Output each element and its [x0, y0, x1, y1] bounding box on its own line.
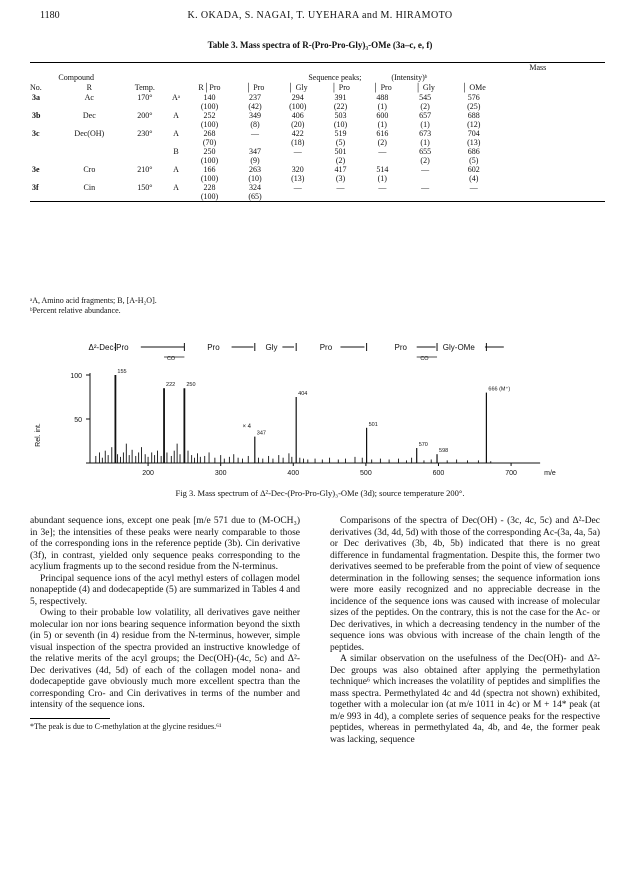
x-tick-label: 200 — [142, 470, 154, 477]
cell-peak: 324 — [248, 183, 261, 192]
table-row-intensity — [30, 156, 605, 165]
peak-label: 155 — [117, 369, 127, 375]
cell-peak: — — [421, 183, 430, 192]
cell-intensity: (10) — [333, 120, 348, 129]
cell-peak: 237 — [248, 93, 261, 102]
cell-type: A — [173, 165, 179, 174]
header-seq-col: │ OMe — [461, 83, 486, 92]
cell-intensity: (10) — [248, 174, 262, 183]
cell-intensity — [447, 192, 501, 202]
cell-no: 3a — [32, 93, 40, 102]
cell-intensity: (2) — [420, 102, 430, 111]
cell-intensity: (5) — [469, 156, 479, 165]
cell-peak: — — [378, 147, 387, 156]
table-row-intensity — [30, 120, 605, 129]
cell-peak: 347 — [248, 147, 261, 156]
cell-type: A — [173, 129, 179, 138]
header-mass: Mass — [529, 63, 547, 72]
times-4-label: × 4 — [242, 423, 251, 430]
table-row-intensity — [30, 102, 605, 111]
table-footnote-a: ᵃA, Amino acid fragments; B, [A-H₂O]. — [30, 296, 157, 305]
header-no: No. — [30, 83, 42, 92]
right-paragraph-1: Comparisons of the spectra of Dec(OH) - (3c, 4c, 5c) and Δ²-Dec derivatives (3d, 4d, 5d) with those of the corresponding Ac-(3a, 4a, 5a) or Dec derivatives (3b, 4b, 5b) indicated that there is no great difference in fundamental fragmentation. Despite this, the former two derivatives seemed to be preferable from the point of view of sequence determination in the following senses; the sequence information ions were more easily recognized and no appreciable decrease in the incidence of the sequence ions was caused with increase of molecular sizes of the peptides. On the contrary, this is not the case for the Ac- or Dec derivatives, in which a decreasing tendency in the number of the sequence ions was obvious with increase of the chain length of the peptides. — [330, 516, 600, 653]
cell-peak: 501 — [334, 147, 347, 156]
cell-peak: 294 — [291, 93, 304, 102]
cell-r: Cro — [83, 165, 96, 174]
header-sequence-peaks: Sequence peaks; — [308, 73, 362, 82]
header-compound: Compound — [58, 73, 94, 82]
cell-peak: 406 — [291, 111, 304, 120]
cell-intensity: (1) — [377, 174, 387, 183]
cell-intensity: (12) — [467, 120, 481, 129]
cell-intensity: (1) — [377, 102, 387, 111]
left-footnote: *The peak is due to C-methylation at the glycine residues.⁶¹ — [30, 721, 222, 731]
cell-intensity: (25) — [467, 102, 481, 111]
cell-type: A — [173, 111, 179, 120]
table-row — [30, 183, 605, 192]
right-column — [330, 516, 600, 746]
cell-intensity: (13) — [467, 138, 481, 147]
peak-label: 598 — [439, 448, 449, 455]
cell-no — [30, 147, 56, 156]
page-header — [40, 10, 600, 30]
cell-peak: — — [293, 183, 302, 192]
table-footnote-b: ᵇPercent relative abundance. — [30, 306, 121, 315]
page-number: 1180 — [40, 10, 60, 21]
cell-intensity: (100) — [200, 156, 219, 165]
co-label: CO — [166, 356, 176, 362]
cell-intensity: (42) — [248, 102, 262, 111]
right-paragraph-2: A similar observation on the usefulness of the Dec(OH)- and Δ²-Dec groups was also obtained after applying the permethylation technique⁶ which increases the volatility of peptides and simplifies the mass spectra. Permethylated 4c and 4d (spectra not shown) exhibited, together with a molecular ion (at m/e 1011 in 4c) or M + 14* peak (at m/e 993 in 4d), a complete series of sequence peaks for the respective peptides, whereas in permethylated 4a, 4b, and 4e, the former peak was lacking, sequence — [330, 654, 600, 745]
sequence-label: Pro — [319, 343, 333, 352]
cell-intensity: (2) — [377, 138, 387, 147]
cell-peak: 545 — [419, 93, 432, 102]
header-temp: Temp. — [134, 83, 155, 92]
table-footnotes — [30, 296, 157, 316]
cell-peak: 349 — [248, 111, 261, 120]
header-intensity: (Intensity)ᵇ — [391, 73, 428, 82]
cell-peak: 250 — [203, 147, 216, 156]
header-seq-col: │ Gly — [287, 83, 308, 92]
mass-spectrum-plot — [30, 335, 615, 485]
cell-intensity — [234, 138, 276, 147]
cell-peak: — — [469, 183, 478, 192]
table-row-intensity — [30, 138, 605, 147]
table-caption: Table 3. Mass spectra of R-(Pro-Pro-Gly)₃-OMe (3a–c, e, f) — [207, 40, 433, 50]
cell-peak: — — [293, 147, 302, 156]
sequence-label: Δ²-Dec-Pro — [88, 343, 129, 352]
cell-intensity: (100) — [289, 102, 307, 111]
cell-intensity — [276, 156, 320, 165]
left-column — [30, 516, 300, 732]
cell-peak: 503 — [334, 111, 347, 120]
cell-peak: 263 — [248, 165, 261, 174]
cell-peak: 514 — [376, 165, 389, 174]
cell-intensity: (3) — [335, 174, 346, 183]
cell-peak: 320 — [291, 165, 304, 174]
x-axis-unit: m/e — [544, 470, 556, 477]
cell-intensity: (100) — [200, 102, 219, 111]
table-row — [30, 129, 605, 138]
co-label: CO — [420, 356, 429, 362]
cell-type: B — [173, 147, 179, 156]
x-tick-label: 400 — [287, 470, 300, 477]
cell-peak: — — [250, 129, 259, 138]
cell-intensity — [403, 174, 447, 183]
cell-intensity: (100) — [200, 192, 219, 201]
cell-intensity: (2) — [420, 156, 430, 165]
x-tick-label: 600 — [432, 470, 445, 477]
header-r: R — [86, 83, 92, 92]
cell-intensity: (20) — [291, 120, 305, 129]
mass-spectra-table — [30, 62, 605, 202]
sequence-label: Gly-OMe — [442, 343, 475, 352]
table-row-intensity — [30, 192, 605, 202]
header-seq-col: │ Gly — [415, 83, 435, 92]
cell-r: Dec — [82, 111, 96, 120]
x-tick-label: 500 — [360, 470, 372, 477]
cell-peak: 417 — [334, 165, 347, 174]
mass-spectrum-figure — [30, 335, 615, 485]
table-row — [30, 111, 605, 120]
cell-type: Aᵃ — [172, 93, 180, 102]
cell-peak: — — [336, 183, 345, 192]
y-axis-label: Rel. int. — [35, 423, 42, 447]
cell-peak: 600 — [376, 111, 389, 120]
peak-label: 501 — [368, 421, 378, 428]
cell-temp: 230° — [137, 129, 153, 138]
cell-intensity: (9) — [250, 156, 260, 165]
left-paragraph-2: Principal sequence ions of the acyl methyl esters of collagen model nonapeptide (4) and dodecapeptide (5) are summarized in Tables 4 and 5, respectively. — [30, 573, 300, 607]
cell-temp: 200° — [137, 111, 153, 120]
header-seq-col: R│Pro — [198, 83, 221, 92]
header-seq-col: │ Pro — [331, 83, 350, 92]
table-row-intensity — [30, 174, 605, 183]
left-paragraph-1: abundant sequence ions, except one peak [m/e 571 due to (M-OCH₃) in 3e]; the intensities of these peaks were nearly comparable to those of the corresponding ions in the reference peptide (3b). Cin derivative (3f), in contrast, yielded only sequence peaks corresponding to the acylium fragments up to the second residue from the N-terminus. — [30, 516, 300, 572]
cell-intensity: (4) — [469, 174, 479, 183]
cell-peak: 673 — [419, 129, 432, 138]
cell-intensity: (1) — [420, 138, 430, 147]
left-paragraph-3: Owing to their probable low volatility, all derivatives gave neither molecular ion nor ions bearing sequence information beyond the sixth (in 5) or seventh (in 4) residue from the N-terminus, however, simple visual inspection of the spectra provided an instructive knowledge of the relative merits of the acyl groups; the Dec(OH)-(4c, 5c) and Δ²-Dec derivatives (4d, 5d) of each of the collagen model nona- and dodecapeptide gave obviously much more excellent spectra than the corresponding Cro- and Cin derivatives in terms of the number and intensity of the sequence ions. — [30, 608, 300, 710]
cell-peak: — — [421, 165, 430, 174]
cell-peak: 704 — [467, 129, 480, 138]
cell-peak: 576 — [467, 93, 480, 102]
cell-peak: 391 — [334, 93, 347, 102]
cell-intensity — [403, 192, 447, 202]
sequence-label: Pro — [207, 343, 220, 352]
cell-intensity: (13) — [291, 174, 305, 183]
cell-temp: 170° — [137, 93, 153, 102]
cell-r: Ac — [84, 93, 94, 102]
cell-intensity: (100) — [200, 174, 219, 183]
table-row — [30, 165, 605, 174]
cell-peak: 688 — [467, 111, 480, 120]
y-tick-label: 100 — [70, 373, 82, 380]
cell-peak: 686 — [467, 147, 480, 156]
cell-temp — [122, 147, 167, 156]
sequence-label: Pro — [394, 343, 407, 352]
cell-no: 3b — [32, 111, 41, 120]
sequence-label: Gly — [265, 343, 278, 352]
cell-peak: 602 — [467, 165, 480, 174]
header-seq-col: │ Pro — [245, 83, 265, 92]
footnote-rule — [30, 718, 110, 719]
table-row — [30, 147, 605, 156]
cell-intensity — [320, 192, 362, 202]
peak-label: 404 — [298, 391, 308, 397]
cell-peak: — — [378, 183, 387, 192]
cell-r — [56, 147, 122, 156]
cell-r: Dec(OH) — [74, 129, 105, 138]
cell-peak: 166 — [203, 165, 216, 174]
running-head-authors: K. OKADA, S. NAGAI, T. UYEHARA and M. HIRAMOTO — [187, 10, 453, 21]
cell-peak: 252 — [203, 111, 216, 120]
x-tick-label: 700 — [505, 470, 517, 477]
cell-intensity: (70) — [202, 138, 217, 147]
cell-intensity: (8) — [250, 120, 260, 129]
cell-peak: 422 — [291, 129, 304, 138]
cell-peak: 655 — [419, 147, 432, 156]
cell-intensity — [361, 156, 403, 165]
cell-intensity: (5) — [335, 138, 346, 147]
cell-intensity — [276, 192, 320, 202]
cell-no: 3f — [32, 183, 39, 192]
x-tick-label: 300 — [214, 470, 227, 477]
table-row — [30, 93, 605, 102]
cell-type: A — [173, 183, 179, 192]
cell-peak: 268 — [203, 129, 216, 138]
cell-intensity: (100) — [200, 120, 219, 129]
peak-label: 666 (M⁺) — [488, 386, 511, 393]
cell-temp: 150° — [137, 183, 153, 192]
peak-label: 222 — [166, 382, 176, 389]
cell-intensity: (18) — [291, 138, 305, 147]
y-tick-label: 50 — [74, 417, 82, 424]
peak-label: 347 — [256, 430, 266, 437]
cell-temp: 210° — [137, 165, 153, 174]
cell-peak: 228 — [203, 183, 216, 192]
cell-no: 3e — [32, 165, 40, 174]
cell-intensity: (2) — [335, 156, 346, 165]
cell-peak: 488 — [376, 93, 389, 102]
cell-intensity: (1) — [420, 120, 430, 129]
peak-label: 570 — [418, 442, 428, 449]
cell-no: 3c — [32, 129, 40, 138]
peak-label: 250 — [186, 382, 196, 389]
header-seq-col: │ Pro — [372, 83, 392, 92]
cell-peak: 140 — [203, 93, 216, 102]
cell-intensity: (1) — [377, 120, 387, 129]
cell-r: Cin — [83, 183, 96, 192]
figure-caption: Fig 3. Mass spectrum of Δ²-Dec-(Pro-Pro-Gly)₃-OMe (3d); source temperature 200°. — [175, 488, 465, 498]
cell-peak: 519 — [334, 129, 347, 138]
cell-peak: 616 — [376, 129, 389, 138]
cell-intensity: (22) — [333, 102, 348, 111]
cell-peak: 657 — [419, 111, 432, 120]
cell-intensity — [361, 192, 403, 202]
cell-intensity: (65) — [248, 192, 262, 201]
